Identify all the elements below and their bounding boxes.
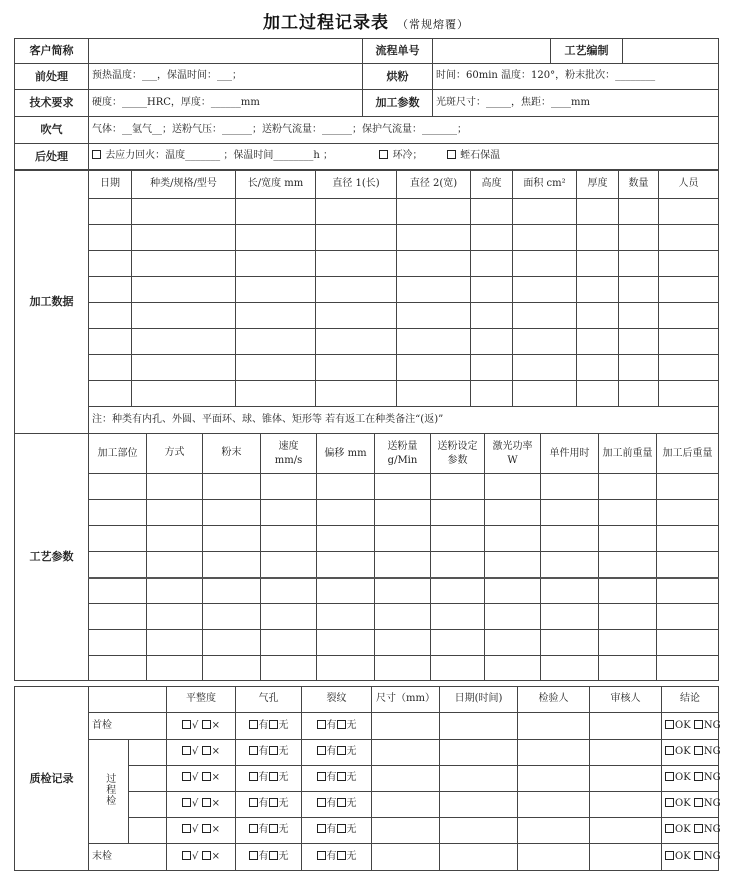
quality-col-4: 日期(时间) <box>440 687 518 713</box>
process-prep-label: 工艺编制 <box>551 39 623 64</box>
post-opt1-checkbox[interactable] <box>92 150 101 159</box>
flow-no-label: 流程单号 <box>363 39 433 64</box>
params-col-9: 加工前重量 <box>599 434 657 474</box>
process-params-label: 工艺参数 <box>15 434 89 681</box>
form-title-text: 加工过程记录表 <box>263 13 389 33</box>
params-row <box>15 526 719 552</box>
processing-col-4: 直径 2(宽) <box>397 171 471 199</box>
quality-col-1: 气孔 <box>236 687 302 713</box>
quality-col-6: 审核人 <box>590 687 662 713</box>
params-row <box>15 578 719 604</box>
post-label: 后处理 <box>15 144 89 170</box>
crack-cell: 有 无 <box>302 713 372 740</box>
processing-col-3: 直径 1(长) <box>316 171 397 199</box>
quality-label: 质检记录 <box>15 687 89 871</box>
params-col-4: 偏移 mm <box>317 434 375 474</box>
gas-label: 吹气 <box>15 117 89 144</box>
processing-col-6: 面积 cm² <box>513 171 577 199</box>
processing-row <box>15 225 719 251</box>
conclusion-cell: OK NG <box>662 713 719 740</box>
quality-row-process: √ × 有 无 有 无 OK NG <box>15 766 719 792</box>
quality-table <box>14 686 719 871</box>
quality-row-final: 末检 √ × 有 无 有 无 OK NG <box>15 844 719 871</box>
quality-row-process: 过程检 √ × 有 无 有 无 OK NG <box>15 740 719 766</box>
processing-row <box>15 277 719 303</box>
flatness-cell: √ × <box>167 713 236 740</box>
processing-row <box>15 329 719 355</box>
quality-col-7: 结论 <box>662 687 719 713</box>
params-row <box>15 474 719 500</box>
processing-label: 加工数据 <box>15 171 89 434</box>
tech-field[interactable]: 硬度：_____HRC，厚度：______mm <box>89 90 363 117</box>
dry-field[interactable]: 时间：60min 温度：120°，粉末批次：________ <box>433 64 719 90</box>
process-params-table <box>14 433 719 681</box>
processing-col-8: 数量 <box>619 171 659 199</box>
dry-label: 烘粉 <box>363 64 433 90</box>
params-col-5: 送粉量 g/Min <box>375 434 431 474</box>
final-check-label: 末检 <box>89 844 167 871</box>
params-col-10: 加工后重量 <box>657 434 719 474</box>
params-row <box>15 656 719 681</box>
processing-col-5: 高度 <box>471 171 513 199</box>
tech-label: 技术要求 <box>15 90 89 117</box>
pre-label: 前处理 <box>15 64 89 90</box>
flow-no-field[interactable] <box>433 39 551 64</box>
customer-field[interactable] <box>89 39 363 64</box>
quality-col-0: 平整度 <box>167 687 236 713</box>
form-title <box>0 8 732 33</box>
quality-row-process: √ × 有 无 有 无 OK NG <box>15 818 719 844</box>
processing-col-7: 厚度 <box>577 171 619 199</box>
quality-row-process: √ × 有 无 有 无 OK NG <box>15 792 719 818</box>
processing-note: 注：种类有内孔、外圆、平面环、球、锥体、矩形等 若有返工在种类备注“(返)” <box>89 407 719 434</box>
post-opt2-text: 环冷； <box>392 150 423 162</box>
quality-row-first <box>15 713 719 740</box>
post-opt2-checkbox[interactable] <box>379 150 388 159</box>
processing-col-1: 种类/规格/型号 <box>132 171 236 199</box>
quality-col-2: 裂纹 <box>302 687 372 713</box>
processing-row <box>15 199 719 225</box>
params-row <box>15 500 719 526</box>
post-opt3-text: 蛭石保温 <box>460 150 501 162</box>
params-field[interactable]: 光斑尺寸：_____，焦距：____mm <box>433 90 719 117</box>
header-table <box>14 38 719 170</box>
gas-field[interactable]: 气体：__氩气__；送粉气压：______；送粉气流量：______；保护气流量：_______； <box>89 117 719 144</box>
processing-row <box>15 251 719 277</box>
processing-col-2: 长/宽度 mm <box>236 171 316 199</box>
params-col-7: 激光功率 W <box>485 434 541 474</box>
process-prep-field[interactable] <box>623 39 719 64</box>
pre-field[interactable]: 预热温度：___，保温时间：___； <box>89 64 363 90</box>
params-label: 加工参数 <box>363 90 433 117</box>
post-opt1-text: 去应力回火：温度_______ ；保温时间________h ； <box>105 150 333 162</box>
pore-cell: 有 无 <box>236 713 302 740</box>
params-row <box>15 630 719 656</box>
quality-col-3: 尺寸（mm） <box>372 687 440 713</box>
quality-col-5: 检验人 <box>518 687 590 713</box>
post-opt3-checkbox[interactable] <box>447 150 456 159</box>
params-col-1: 方式 <box>147 434 203 474</box>
processing-col-9: 人员 <box>659 171 719 199</box>
processing-row <box>15 381 719 407</box>
first-check-label: 首检 <box>89 713 167 740</box>
form-subtitle: （常规熔覆） <box>397 18 469 31</box>
params-col-3: 速度 mm/s <box>261 434 317 474</box>
params-col-0: 加工部位 <box>89 434 147 474</box>
processing-table <box>14 170 719 434</box>
process-check-label: 过程检 <box>89 740 129 844</box>
params-row <box>15 604 719 630</box>
params-col-2: 粉末 <box>203 434 261 474</box>
params-col-6: 送粉设定参数 <box>431 434 485 474</box>
params-col-8: 单件用时 <box>541 434 599 474</box>
post-field <box>89 144 719 170</box>
processing-col-0: 日期 <box>89 171 132 199</box>
params-row <box>15 552 719 578</box>
processing-row <box>15 303 719 329</box>
processing-row <box>15 355 719 381</box>
customer-label: 客户简称 <box>15 39 89 64</box>
